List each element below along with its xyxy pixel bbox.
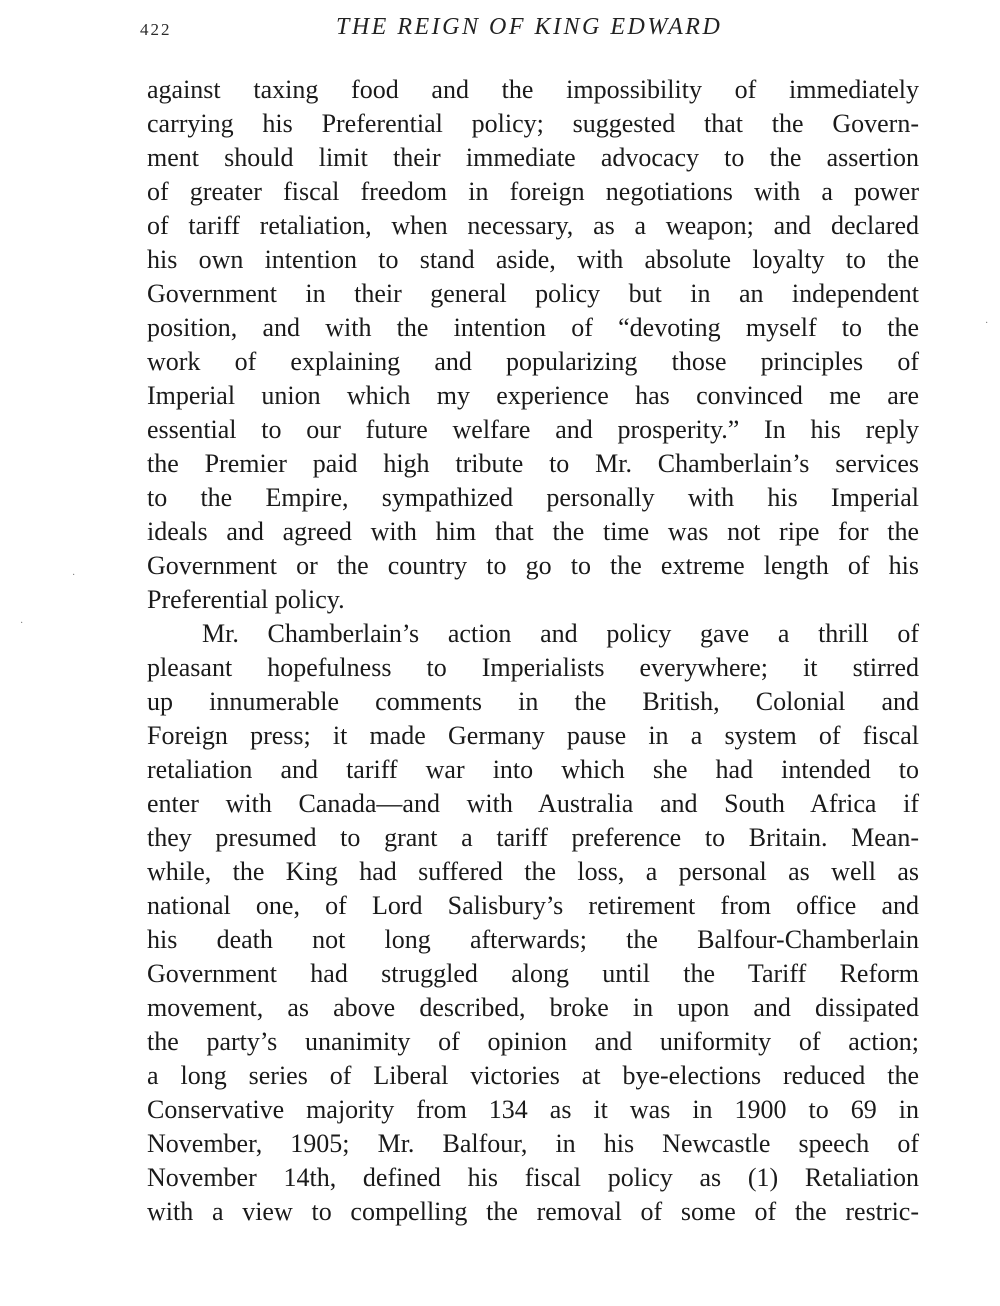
body-text [147, 73, 919, 1229]
text-line: while, the King had suffered the loss, a personal as well as [147, 857, 919, 886]
text-line: his own intention to stand aside, with absolute loyalty to the [147, 245, 919, 274]
text-line: to the Empire, sympathized personally with his Imperial [147, 483, 919, 512]
text-line: Imperial union which my experience has convinced me are [147, 381, 919, 410]
text-line: they presumed to grant a tariff preference to Britain. Mean- [147, 823, 919, 852]
text-line: up innumerable comments in the British, Colonial and [147, 687, 919, 716]
text-line: Government in their general policy but in an independent [147, 279, 919, 308]
text-line: the party’s unanimity of opinion and uniformity of action; [147, 1027, 919, 1056]
text-line: ideals and agreed with him that the time was not ripe for the [147, 517, 919, 546]
text-line: national one, of Lord Salisbury’s retirement from office and [147, 891, 919, 920]
text-line: November 14th, defined his fiscal policy as (1) Retaliation [147, 1163, 919, 1192]
paragraph-1 [147, 73, 919, 617]
text-line: pleasant hopefulness to Imperialists everywhere; it stirred [147, 653, 919, 682]
text-line: position, and with the intention of “devoting myself to the [147, 313, 919, 342]
paragraph-2 [147, 617, 919, 1229]
scan-speck: · [20, 618, 24, 629]
text-line: against taxing food and the impossibility of immediately [147, 75, 919, 104]
text-line: a long series of Liberal victories at bye-elections reduced the [147, 1061, 919, 1090]
text-line: Foreign press; it made Germany pause in a system of fiscal [147, 721, 919, 750]
running-title: THE REIGN OF KING EDWARD [336, 14, 723, 40]
text-line: retaliation and tariff war into which she had intended to [147, 755, 919, 784]
text-line: Conservative majority from 134 as it was in 1900 to 69 in [147, 1095, 919, 1124]
text-line: with a view to compelling the removal of some of the restric- [147, 1197, 919, 1226]
text-line: his death not long afterwards; the Balfour-Chamberlain [147, 925, 919, 954]
text-line: essential to our future welfare and prosperity.” In his reply [147, 415, 919, 444]
page-number: 422 [140, 20, 172, 39]
text-line: November, 1905; Mr. Balfour, in his Newcastle speech of [147, 1129, 919, 1158]
text-line: Government or the country to go to the extreme length of his [147, 551, 919, 580]
scan-speck: · [985, 318, 989, 329]
text-line: movement, as above described, broke in upon and dissipated [147, 993, 919, 1022]
text-line: of tariff retaliation, when necessary, as a weapon; and declared [147, 211, 919, 240]
running-head [140, 14, 930, 50]
text-line: Preferential policy. [147, 585, 345, 614]
text-line: Government had struggled along until the Tariff Reform [147, 959, 919, 988]
text-line: enter with Canada—and with Australia and South Africa if [147, 789, 919, 818]
scan-speck: · [72, 570, 76, 581]
text-line: of greater fiscal freedom in foreign negotiations with a power [147, 177, 919, 206]
text-line: the Premier paid high tribute to Mr. Chamberlain’s services [147, 449, 919, 478]
text-line: work of explaining and popularizing those principles of [147, 347, 919, 376]
text-line: ment should limit their immediate advocacy to the assertion [147, 143, 919, 172]
text-line: Mr. Chamberlain’s action and policy gave a thrill of [202, 619, 919, 648]
text-line: carrying his Preferential policy; suggested that the Govern- [147, 109, 919, 138]
